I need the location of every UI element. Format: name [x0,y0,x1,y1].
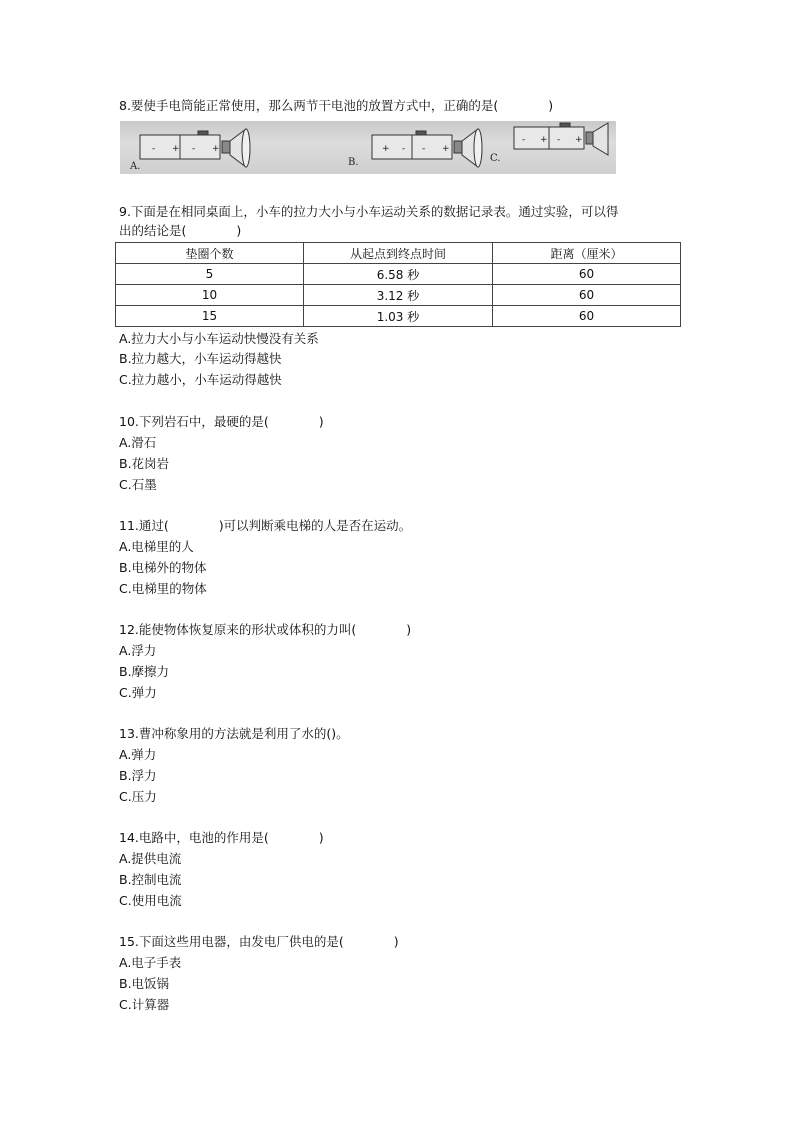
table-cell: 15 [116,306,304,327]
question-15-option-a: A.电子手表 [119,955,182,970]
svg-text:+: + [172,144,180,154]
svg-text:-: - [522,135,526,145]
svg-text:+: + [540,135,548,145]
svg-text:+: + [212,144,220,154]
question-15-option-b: B.电饭锅 [119,976,170,991]
question-11-option-c: C.电梯里的物体 [119,581,207,596]
svg-text:+: + [382,144,390,154]
question-9-stem-line1: 9.下面是在相同桌面上，小车的拉力大小与小车运动关系的数据记录表。通过实验，可以得 [119,204,619,219]
question-13-option-c: C.压力 [119,789,157,804]
svg-text:+: + [442,144,450,154]
question-11-option-b: B.电梯外的物体 [119,560,207,575]
flashlight-b-icon [372,129,482,167]
table-header-cell: 距离（厘米） [493,243,681,264]
table-row [116,285,681,306]
question-13-stem: 13.曹冲称象用的方法就是利用了水的()。 [119,726,349,741]
question-9-stem-line2: 出的结论是( ) [119,223,242,238]
flashlight-battery-image [120,121,616,174]
svg-text:-: - [192,144,196,154]
table-cell: 60 [493,285,681,306]
table-header-cell: 垫圈个数 [116,243,304,264]
question-12-option-c: C.弹力 [119,685,157,700]
flashlight-c-icon [514,123,608,155]
table-cell: 5 [116,264,304,285]
svg-text:-: - [402,144,406,154]
question-13-option-b: B.浮力 [119,768,157,783]
question-10-option-b: B.花岗岩 [119,456,170,471]
question-14-stem: 14.电路中，电池的作用是( ) [119,830,324,845]
svg-text:-: - [557,135,561,145]
question-9-option-b: B.拉力越大，小车运动得越快 [119,351,282,366]
table-row [116,306,681,327]
option-c-label: C. [490,153,501,164]
table-row [116,264,681,285]
question-8-stem: 8.要使手电筒能正常使用，那么两节干电池的放置方式中，正确的是( ) [119,98,554,113]
question-9-option-a: A.拉力大小与小车运动快慢没有关系 [119,331,319,346]
question-12-option-b: B.摩擦力 [119,664,170,679]
option-a-label: A. [130,161,141,172]
question-10-stem: 10.下列岩石中，最硬的是( ) [119,414,324,429]
question-12-option-a: A.浮力 [119,643,157,658]
question-10-option-a: A.滑石 [119,435,157,450]
table-cell: 10 [116,285,304,306]
experiment-data-table [115,242,681,327]
question-9-option-c: C.拉力越小，小车运动得越快 [119,372,282,387]
table-cell: 60 [493,264,681,285]
question-10-option-c: C.石墨 [119,477,157,492]
question-15-stem: 15.下面这些用电器，由发电厂供电的是( ) [119,934,399,949]
svg-text:+: + [575,135,583,145]
question-14-option-b: B.控制电流 [119,872,182,887]
option-b-label: B. [348,157,359,168]
question-14-option-a: A.提供电流 [119,851,182,866]
table-header-cell: 从起点到终点时间 [304,243,493,264]
question-13-option-a: A.弹力 [119,747,157,762]
svg-text:-: - [422,144,426,154]
table-header-row [116,243,681,264]
question-15-option-c: C.计算器 [119,997,170,1012]
table-cell: 6.58 秒 [304,264,493,285]
question-14-option-c: C.使用电流 [119,893,182,908]
question-11-stem: 11.通过( )可以判断乘电梯的人是否在运动。 [119,518,412,533]
table-cell: 3.12 秒 [304,285,493,306]
question-12-stem: 12.能使物体恢复原来的形状或体积的力叫( ) [119,622,412,637]
table-cell: 60 [493,306,681,327]
flashlight-diagram-icon [120,121,616,174]
svg-text:-: - [152,144,156,154]
flashlight-a-icon [140,129,250,167]
table-cell: 1.03 秒 [304,306,493,327]
question-11-option-a: A.电梯里的人 [119,539,194,554]
